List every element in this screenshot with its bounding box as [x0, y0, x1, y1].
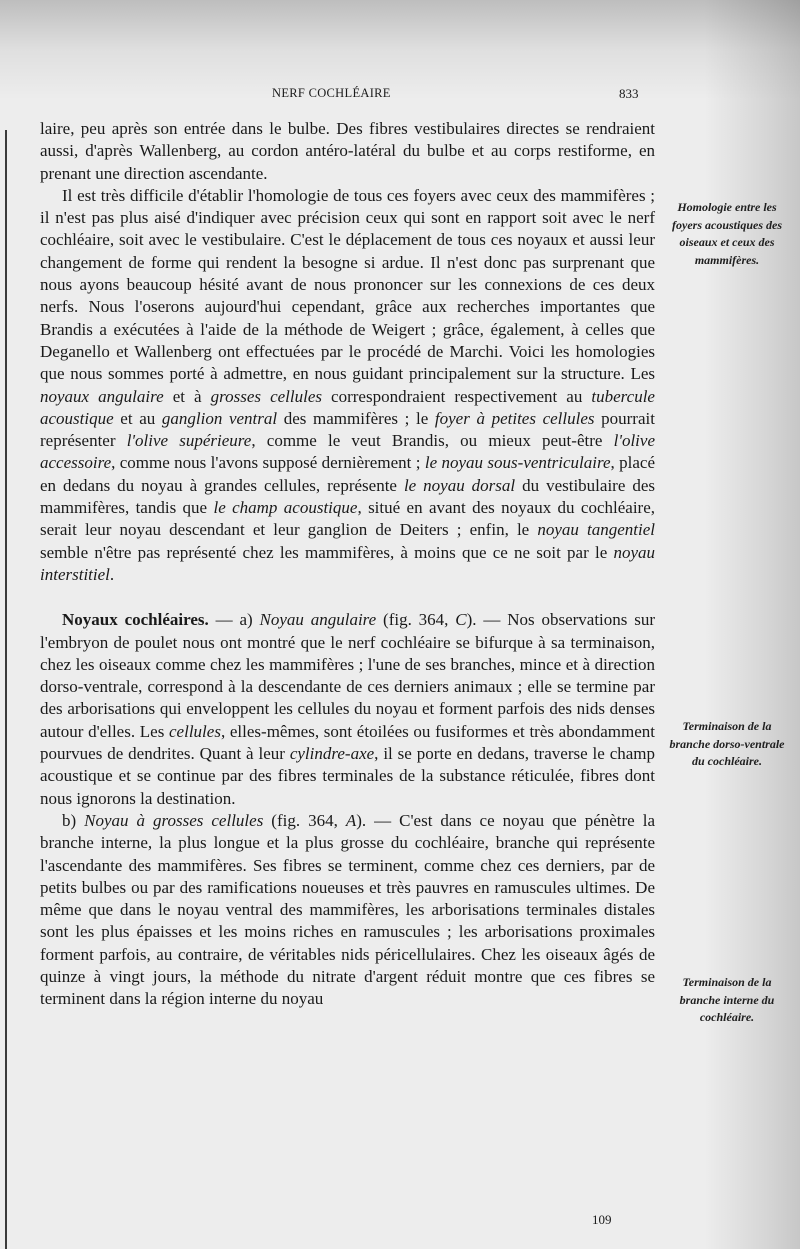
running-title: NERF COCHLÉAIRE — [272, 86, 391, 100]
italic-term: le noyau dorsal — [403, 475, 516, 495]
italic-term: cellules — [169, 721, 221, 741]
text-run: laire, peu après son entrée dans le bulbe. Des fibres vestibulaires directes se rendraient aussi, d'après Wallenberg, au cordon antéro-latéral du bulbe et au corps restiforme, en prenant une direction ascendante. — [40, 119, 655, 183]
italic-term: grosses cellules — [210, 386, 322, 406]
italic-term: l'olive accessoire — [40, 431, 655, 473]
italic-term: l'olive supérieure — [126, 431, 252, 451]
signature-mark: 109 — [592, 1212, 612, 1227]
paragraph — [40, 118, 655, 185]
text-run: , il se porte en dedans, traverse le champ acoustique et se continue par des fibres terminales de la substance réticulée, fibres dont nous ignorons la destination. — [40, 744, 656, 808]
text-run: , placé en dedans du noyau à grandes cellules, représente — [40, 453, 655, 495]
text-run: (fig. 364, — [263, 810, 346, 830]
italic-term: noyau tangentiel — [537, 520, 656, 540]
italic-term: C — [455, 610, 467, 630]
text-run: Il est très difficile d'établir l'homologie de tous ces foyers avec ceux des mammifères ; il n'est pas plus aisé d'indiquer avec précision ceux qui sont en rapport soit avec le nerf cochléaire, soit avec le vestibulaire. C'est le déplacement de tous ces noyaux et aussi leur changement de forme qui rendent la besogne si ardue. Il n'est donc pas surprenant que nous ayons beaucoup hésité avant de nous prononcer sur les connexions de ces deux nerfs. Nous l'oserons aujourd'hui cependant, grâce aux recherches importantes que Brandis a exécutées à l'aide de la méthode de Weigert ; grâce, également, à celles que Deganello et Wallenberg ont effectuées par le procédé de Marchi. Voici les homologies que nous sommes porté à admettre, en nous guidant principalement sur la structure. Les — [40, 185, 655, 384]
text-run: et au — [113, 408, 162, 428]
paragraph — [40, 810, 655, 1011]
text-run: b) — [62, 810, 85, 830]
italic-term: noyau interstitiel — [40, 542, 655, 584]
section-heading: Noyaux cochléaires. — [62, 610, 209, 630]
text-run: du vestibulaire des mammifères, tandis que — [40, 475, 655, 518]
text-run: , comme nous l'avons supposé dernièrement ; — [111, 453, 425, 473]
italic-term: foyer à petites cellules — [434, 408, 595, 428]
text-run: , elles-mêmes, sont étoilées ou fusiformes et très abondamment pourvues de dendrites. Quant à leur — [40, 721, 655, 764]
italic-term: tubercule acoustique — [40, 386, 655, 428]
text-run: pourrait représenter — [40, 408, 655, 451]
text-run: , situé en avant des noyaux du cochléaire, serait leur noyau descendant et leur ganglion de Deiters ; enfin, le — [40, 498, 656, 540]
text-run: semble n'être pas représenté chez les mammifères, à moins que ce ne soit par le — [40, 542, 614, 562]
text-run: — a) — [208, 610, 260, 630]
page-edge-rule — [5, 130, 7, 1249]
text-run: et à — [163, 386, 211, 406]
text-run: (fig. 364, — [376, 610, 456, 630]
italic-term: noyaux angulaire — [40, 386, 164, 406]
text-run: des mammifères ; le — [277, 408, 435, 428]
text-run: ). — C'est dans ce noyau que pénètre la branche interne, la plus longue et la plus grosse du cochléaire, branche qui représente l'ascendante des mammifères. Ses fibres se terminent, comme chez ces derniers, par de petits bulbes ou par des ramifications noueuses et très pauvres en ramuscules ultimes. De même que dans le noyau ventral des mammifères, les arborisations terminales distales sont les plus épaisses et les moins riches en ramuscules ; les arborisations proximales forment parfois, au contraire, de véritables nids péricellulaires. Chez les oiseaux âgés de quinze à vingt jours, la méthode du nitrate d'argent réduit montre que ces fibres se terminent dans la région interne du noyau — [40, 810, 655, 1009]
italic-term: Noyau à grosses cellules — [84, 810, 264, 830]
text-run: correspondraient respectivement au — [322, 386, 592, 406]
page-number: 833 — [619, 86, 639, 101]
margin-note-dorso-ventrale: Terminaison de la branche dorso-ventrale du cochléaire. — [669, 719, 785, 769]
italic-term: Noyau angulaire — [259, 610, 377, 630]
paragraph — [40, 609, 655, 810]
text-run: . — [109, 564, 115, 584]
margin-note-branche-interne: Terminaison de la branche interne du cochléaire. — [679, 975, 775, 1025]
margin-note-homologie: Homologie entre les foyers acoustiques des oiseaux et ceux des mammifères. — [672, 200, 782, 267]
running-head — [0, 86, 800, 106]
italic-term: le noyau sous-ventriculaire — [424, 453, 611, 473]
text-run: ). — Nos observations sur l'embryon de poulet nous ont montré que le nerf cochléaire se bifurque à sa terminaison, chez les oiseaux comme chez les mammifères ; l'une de ses branches, mince et à direction dorso-ventrale, correspond à la descendante de ces derniers animaux ; elle se termine par des arborisations qui enveloppent les cellules du noyau et forment parfois des nids denses autour d'elles. Les — [40, 610, 655, 741]
body-text — [40, 118, 655, 1011]
italic-term: ganglion ventral — [161, 408, 278, 428]
italic-term: A — [345, 810, 357, 830]
paragraph — [40, 185, 655, 586]
italic-term: cylindre-axe — [289, 744, 375, 764]
text-run: , comme le veut Brandis, ou mieux peut-être — [251, 431, 614, 451]
italic-term: le champ acoustique — [213, 498, 358, 518]
